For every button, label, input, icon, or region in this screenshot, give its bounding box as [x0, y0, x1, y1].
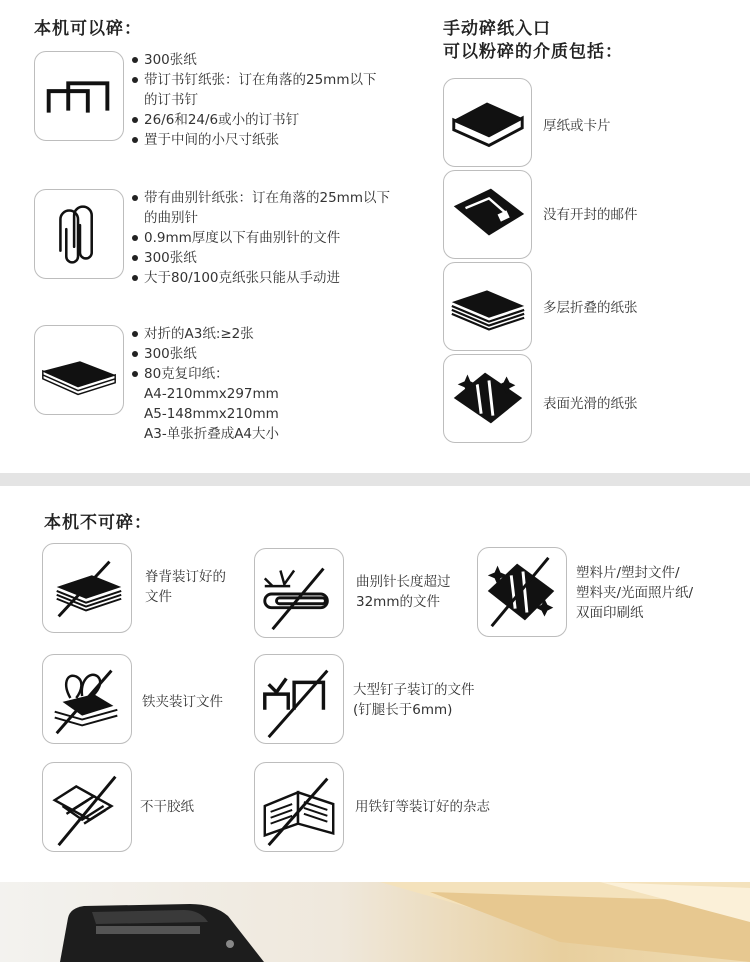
- cannot-label: 不干胶纸: [140, 799, 194, 815]
- folded-paper-bullets: [131, 324, 431, 444]
- media-label: 没有开封的邮件: [543, 207, 638, 223]
- media-label: 厚纸或卡片: [543, 118, 611, 134]
- manual-feed-heading-line1: 手动碎纸入口: [443, 19, 551, 39]
- list-item: A4-210mmx297mm: [144, 386, 279, 402]
- list-item: 0.9mm厚度以下有曲别针的文件: [131, 228, 431, 248]
- shredder-photo: [0, 882, 750, 962]
- list-item: 带订书钉纸张：订在角落的25mm以下: [131, 70, 431, 90]
- media-label: 表面光滑的纸张: [543, 396, 638, 412]
- list-item: 300张纸: [131, 248, 431, 268]
- no-plastic-icon: [477, 547, 567, 637]
- list-item: 带有曲别针纸张：订在角落的25mm以下: [131, 188, 431, 208]
- cannot-label: 铁夹装订文件: [142, 694, 223, 710]
- no-bound-book-icon: [42, 543, 132, 633]
- list-item: A5-148mmx210mm: [144, 406, 279, 422]
- list-item: 对折的A3纸:≥2张: [131, 324, 431, 344]
- cannot-shred-heading: 本机不可碎：: [44, 513, 152, 533]
- can-shred-heading: 本机可以碎：: [34, 19, 142, 39]
- list-item: 300张纸: [131, 344, 431, 364]
- no-binder-clip-icon: [42, 654, 132, 744]
- cardboard-icon: [443, 78, 532, 167]
- envelope-icon: [443, 170, 532, 259]
- paperclip-icon: [34, 189, 124, 279]
- staple-icon: [34, 51, 124, 141]
- list-item: 的曲别针: [144, 210, 198, 226]
- section-divider: [0, 473, 750, 486]
- list-item: 置于中间的小尺寸纸张: [131, 130, 431, 150]
- cannot-label: 脊背装订好的 文件: [145, 569, 226, 605]
- cannot-label: 用铁钉等装订好的杂志: [355, 799, 490, 815]
- cannot-label: 塑料片/塑封文件/ 塑料夹/光面照片纸/ 双面印刷纸: [576, 565, 694, 621]
- media-label: 多层折叠的纸张: [543, 300, 638, 316]
- list-item: 80克复印纸：: [131, 364, 431, 384]
- no-big-staple-icon: [254, 654, 344, 744]
- list-item: 26/6和24/6或小的订书钉: [131, 110, 431, 130]
- no-magazine-icon: [254, 762, 344, 852]
- folded-paper-icon: [34, 325, 124, 415]
- glossy-paper-icon: [443, 354, 532, 443]
- cannot-label: 大型钉子装订的文件 (钉腿长于6mm): [353, 682, 475, 718]
- list-item: 300张纸: [131, 50, 431, 70]
- cannot-label: 曲别针长度超过 32mm的文件: [356, 574, 451, 610]
- list-item: 大于80/100克纸张只能从手动进: [131, 268, 431, 288]
- paperclip-bullets: [131, 188, 431, 288]
- no-label-sheet-icon: [42, 762, 132, 852]
- list-item: A3-单张折叠成A4大小: [144, 426, 280, 442]
- manual-feed-heading-line2: 可以粉碎的介质包括：: [443, 42, 623, 62]
- list-item: 的订书钉: [144, 92, 198, 108]
- staple-bullets: [131, 50, 431, 150]
- no-large-clip-icon: [254, 548, 344, 638]
- stacked-paper-icon: [443, 262, 532, 351]
